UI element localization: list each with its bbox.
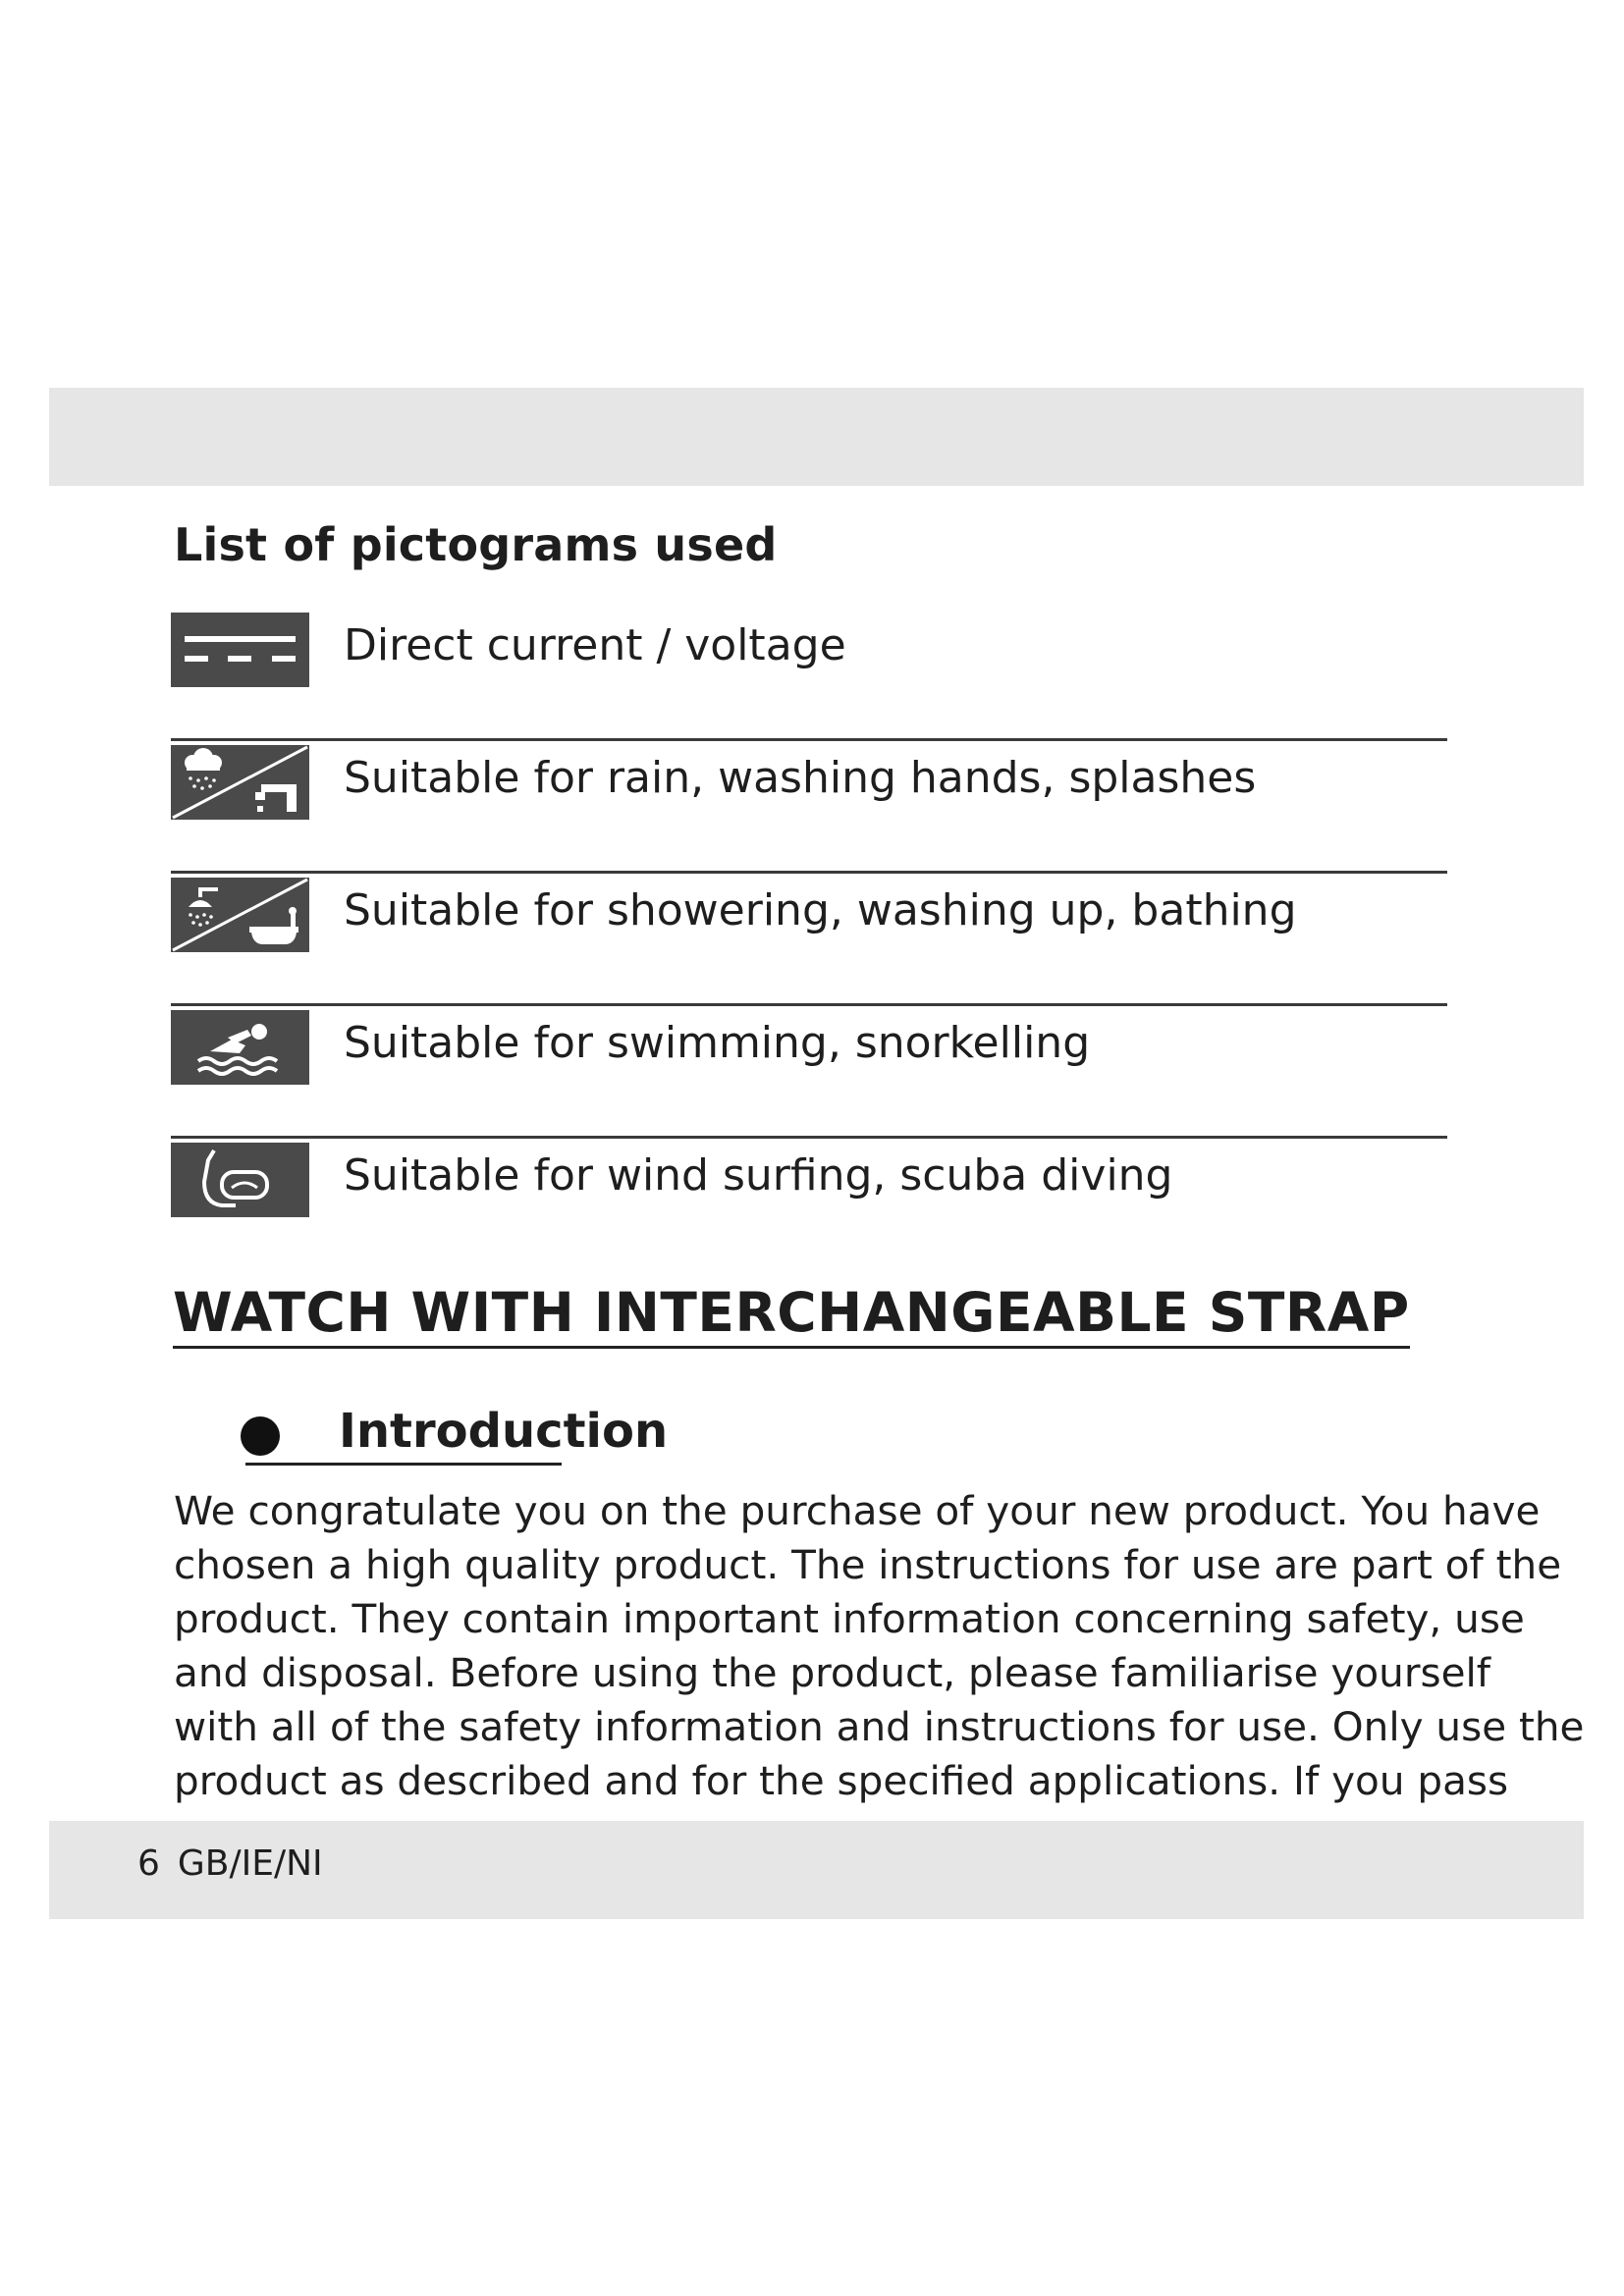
body-line: product. They contain important information concerning safety, use — [174, 1595, 1525, 1642]
pictogram-label: Suitable for swimming, snorkelling — [344, 1018, 1091, 1068]
page-number: 6 — [137, 1843, 160, 1884]
body-line: with all of the safety information and instructions for use. Only use the — [174, 1703, 1585, 1750]
introduction-body — [174, 1484, 1585, 1808]
pictogram-label: Direct current / voltage — [344, 620, 846, 670]
pictogram-row-diving — [171, 1139, 1447, 1271]
swimmer-icon — [171, 1010, 309, 1085]
pictogram-label: Suitable for showering, washing up, bathing — [344, 885, 1297, 935]
header-band — [49, 388, 1584, 486]
section-title: WATCH WITH INTERCHANGEABLE STRAP — [173, 1281, 1410, 1349]
introduction-heading: Introduction — [339, 1404, 669, 1459]
pictogram-row-direct-current — [171, 609, 1447, 741]
body-line: chosen a high quality product. The instructions for use are part of the — [174, 1541, 1562, 1588]
diving-mask-icon — [171, 1143, 309, 1217]
pictogram-row-shower — [171, 874, 1447, 1006]
body-line: product as described and for the specified applications. If you pass — [174, 1757, 1509, 1804]
body-line: We congratulate you on the purchase of your new product. You have — [174, 1487, 1541, 1534]
region-code: GB/IE/NI — [177, 1843, 323, 1884]
pictogram-row-rain — [171, 741, 1447, 874]
rain-handwash-icon — [171, 745, 309, 820]
shower-bath-icon — [171, 878, 309, 952]
body-line: and disposal. Before using the product, please familiarise yourself — [174, 1649, 1491, 1696]
pictogram-list-heading: List of pictograms used — [174, 518, 778, 571]
pictogram-label: Suitable for rain, washing hands, splashes — [344, 753, 1257, 803]
direct-current-icon — [171, 613, 309, 687]
pictogram-list — [171, 609, 1447, 1271]
heading-underline — [245, 1463, 562, 1466]
bullet-icon — [241, 1416, 280, 1456]
pictogram-row-swimming — [171, 1006, 1447, 1139]
page-footer — [137, 1843, 341, 1884]
pictogram-label: Suitable for wind surfing, scuba diving — [344, 1150, 1173, 1201]
